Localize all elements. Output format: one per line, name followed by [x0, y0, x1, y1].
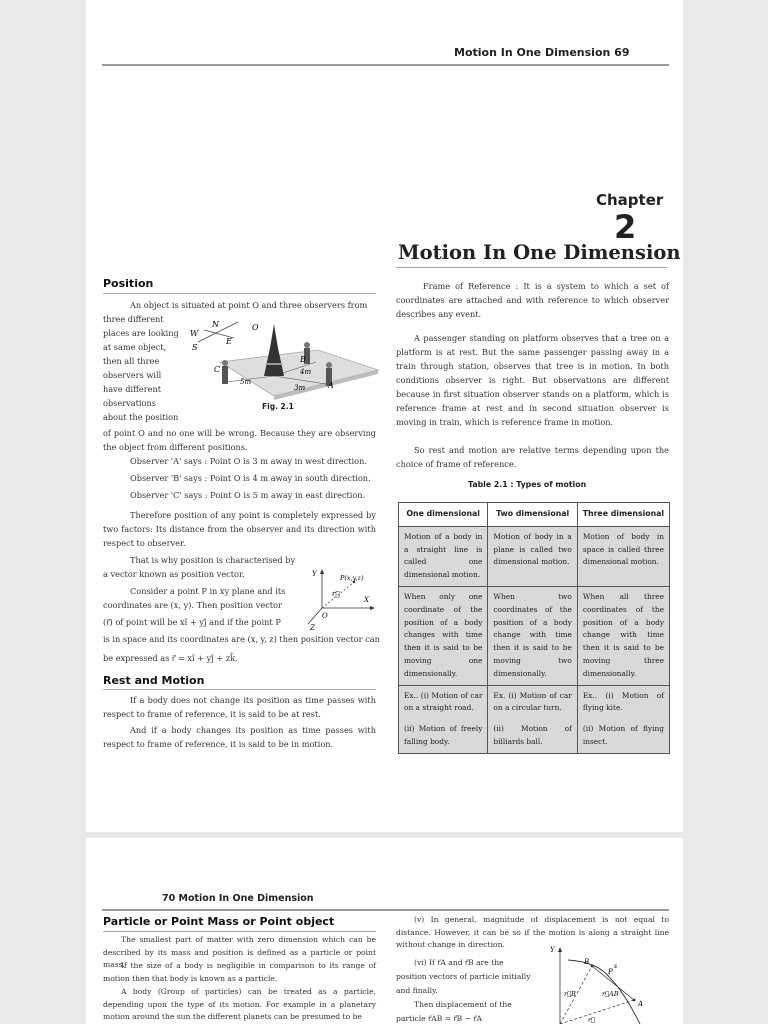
fig2-point-p: P [608, 968, 613, 976]
observer-a-label: A [328, 381, 334, 390]
left-line: observers will [103, 370, 162, 380]
particle-heading: Particle or Point Mass or Point object [103, 915, 335, 928]
east-label: E [226, 337, 232, 346]
table-cell: Motion of body in a plane is called two dimensional motion. [488, 526, 577, 586]
distance-4m: 4m [300, 368, 312, 376]
frame-of-reference-paragraph: Frame of Reference : It is a system to which a set of coordinates are attached and with reference to which observer describes any event. [396, 281, 669, 319]
chapter-title: Motion In One Dimension [398, 241, 681, 264]
z-axis-label: Z [310, 624, 315, 632]
x-axis-label: X [364, 596, 369, 604]
position-continue: of point O and no one will be wrong. Because they are observing the object from different positions. [103, 428, 376, 452]
table-cell: (ii) Motion of flying insect. [577, 719, 669, 753]
table-cell: Ex.. (i) Motion of flying kite. [577, 685, 669, 719]
fig2-point-a: A [638, 1000, 644, 1008]
page-70 [86, 838, 683, 1024]
observer-b-statement: Observer 'B' says : Point O is 4 m away in south direction. [130, 473, 371, 483]
table-row [399, 586, 670, 685]
displacement-diagram [548, 944, 668, 1024]
observer-c-label: C [214, 365, 221, 374]
origin-label: O [322, 612, 328, 620]
vector-line-2: a vector known as position vector. [103, 569, 245, 579]
particle-paragraph-3: A body (Group of particles) can be treated as a particle, depending upon the type of its motion. For example in a planetary motion around the sun the different planets can be presumed to be [103, 987, 376, 1021]
table-cell: (ii) Motion of freely falling body. [399, 719, 488, 753]
left-line: observations [103, 398, 156, 408]
table-row [399, 685, 670, 719]
observer-c-statement: Observer 'C' says : Point O is 5 m away in east direction. [130, 490, 366, 500]
xy-line-3: (r⃗) of point will be xî + yĵ and if the point P [103, 617, 281, 627]
running-header: Motion In One Dimension 69 [454, 46, 630, 59]
point-vi-line-3: and finally. [396, 986, 438, 995]
point-p-label: P(x,y,z) [340, 574, 364, 582]
north-label: N [212, 320, 219, 329]
position-heading: Position [103, 277, 154, 290]
rest-paragraph: If a body does not change its position as time passes with respect to frame of reference, it is said to be at rest. [103, 695, 376, 719]
point-vi-line-2: position vectors of particle initially [396, 972, 531, 981]
particle-paragraph-2: If the size of a body is negligible in comparison to its range of motion then that body is known as a particle. [103, 961, 376, 983]
table-cell: Motion of body in space is called three dimensional motion. [577, 526, 669, 586]
coordinate-axes-diagram [306, 566, 378, 632]
table-row [399, 526, 670, 586]
fig2-r-label: r⃗ [588, 1016, 596, 1024]
particle-paragraph-1: The smallest part of matter with zero dimension which can be described by its mass and position is defined as a particle or point mass. [103, 935, 376, 969]
rest-heading-rule [103, 689, 376, 690]
xy-line-4: is in space and its coordinates are (x, y, z) then position vector can [103, 634, 380, 644]
left-line: at same object, [103, 342, 167, 352]
header-rule [102, 909, 669, 911]
xy-line-5: be expressed as r⃗ = xî + yĵ + zk̂. [103, 653, 238, 663]
table-header-cell: Three dimensional [577, 503, 669, 527]
left-line: places are looking [103, 328, 179, 338]
running-header: 70 Motion In One Dimension [162, 893, 314, 904]
displacement-point-v: (v) In general, magnitude of displacement is not equal to distance. However, it can be so if the motion is along a straight line without change in direction. [396, 915, 669, 949]
distance-3m: 3m [294, 384, 306, 392]
fig2-y-label: Y [550, 946, 555, 954]
fig-2-1-caption: Fig. 2.1 [262, 402, 294, 411]
west-label: W [190, 329, 199, 338]
observer-b-label: B [300, 355, 306, 364]
motion-paragraph: And if a body changes its position as time passes with respect to frame of reference, it is said to be in motion. [103, 725, 376, 749]
fig2-rab-label: r⃗AB [602, 990, 619, 998]
table-cell: Ex.. (i) Motion of car on a straight road. [399, 685, 488, 719]
passenger-paragraph: A passenger standing on platform observes that a tree on a platform is at rest. But the same passenger passing away in a train through station, observes that tree is in motion. In both conditions observer is right. But observations are different because in first situation observer stands on a platform, which is reference frame at rest and in second situation observer is moving in train, which is reference frame in motion. [396, 333, 669, 427]
position-two-factors: Therefore position of any point is completely expressed by two factors: Its distance from the observer and its direction with respect to observer. [103, 510, 376, 548]
distance-5m: 5m [240, 378, 252, 386]
header-rule [102, 64, 669, 66]
rest-motion-heading: Rest and Motion [103, 674, 205, 687]
relative-terms-paragraph: So rest and motion are relative terms depending upon the choice of frame of reference. [396, 445, 669, 469]
y-axis-label: Y [312, 570, 317, 578]
chapter-label: Chapter [596, 191, 664, 209]
chapter-number: 2 [614, 208, 637, 246]
south-label: S [192, 343, 198, 352]
table-cell: When two coordinates of the position of a body change with time then it is said to be moving two dimensionally. [488, 586, 577, 685]
fig2-rb-label: r⃗B [564, 990, 576, 998]
left-line: three different [103, 314, 164, 324]
table-cell: When all three coordinates of the position of a body change with time then it is said to be moving three dimensionally. [577, 586, 669, 685]
title-rule [396, 267, 667, 268]
table-cell: When only one coordinate of the position of a body changes with time then it is said to be moving one dimensionally. [399, 586, 488, 685]
table-cell: Ex. (i) Motion of car on a circular turn. [488, 685, 577, 719]
fig2-point-b: B [584, 958, 590, 966]
table-title: Table 2.1 : Types of motion [468, 480, 587, 489]
left-line: have different [103, 384, 162, 394]
point-vi-line-5: particle r⃗AB = r⃗B − r⃗A [396, 1014, 482, 1023]
fig2-s-label: s [614, 963, 618, 970]
observer-a-statement: Observer 'A' says : Point O is 3 m away in west direction. [130, 456, 367, 466]
position-intro: An object is situated at point O and three observers from [130, 300, 368, 310]
xy-line-2: coordinates are (x, y). Then position vector [103, 600, 282, 610]
vector-line-1: That is why position is characterised by [130, 555, 296, 565]
table-header-cell: Two dimensional [488, 503, 577, 527]
types-of-motion-table [398, 502, 670, 754]
position-heading-rule [103, 293, 376, 294]
xy-line-1: Consider a point P in xy plane and its [130, 586, 286, 596]
left-line: then all three [103, 356, 160, 366]
page-69 [86, 0, 683, 832]
point-o-label: O [252, 323, 259, 332]
left-line: about the position [103, 412, 179, 422]
table-row [399, 719, 670, 753]
table-cell: (ii) Motion of billiards ball. [488, 719, 577, 753]
particle-heading-rule [103, 931, 376, 932]
point-vi-line-4: Then displacement of the [414, 1000, 512, 1009]
table-cell: Motion of a body in a straight line is called one dimensional motion. [399, 526, 488, 586]
point-vi-line-1: (vi) If r⃗A and r⃗B are the [414, 958, 504, 967]
table-header-row [399, 503, 670, 527]
table-header-cell: One dimensional [399, 503, 488, 527]
position-vector-label: r⃗ [332, 590, 340, 598]
